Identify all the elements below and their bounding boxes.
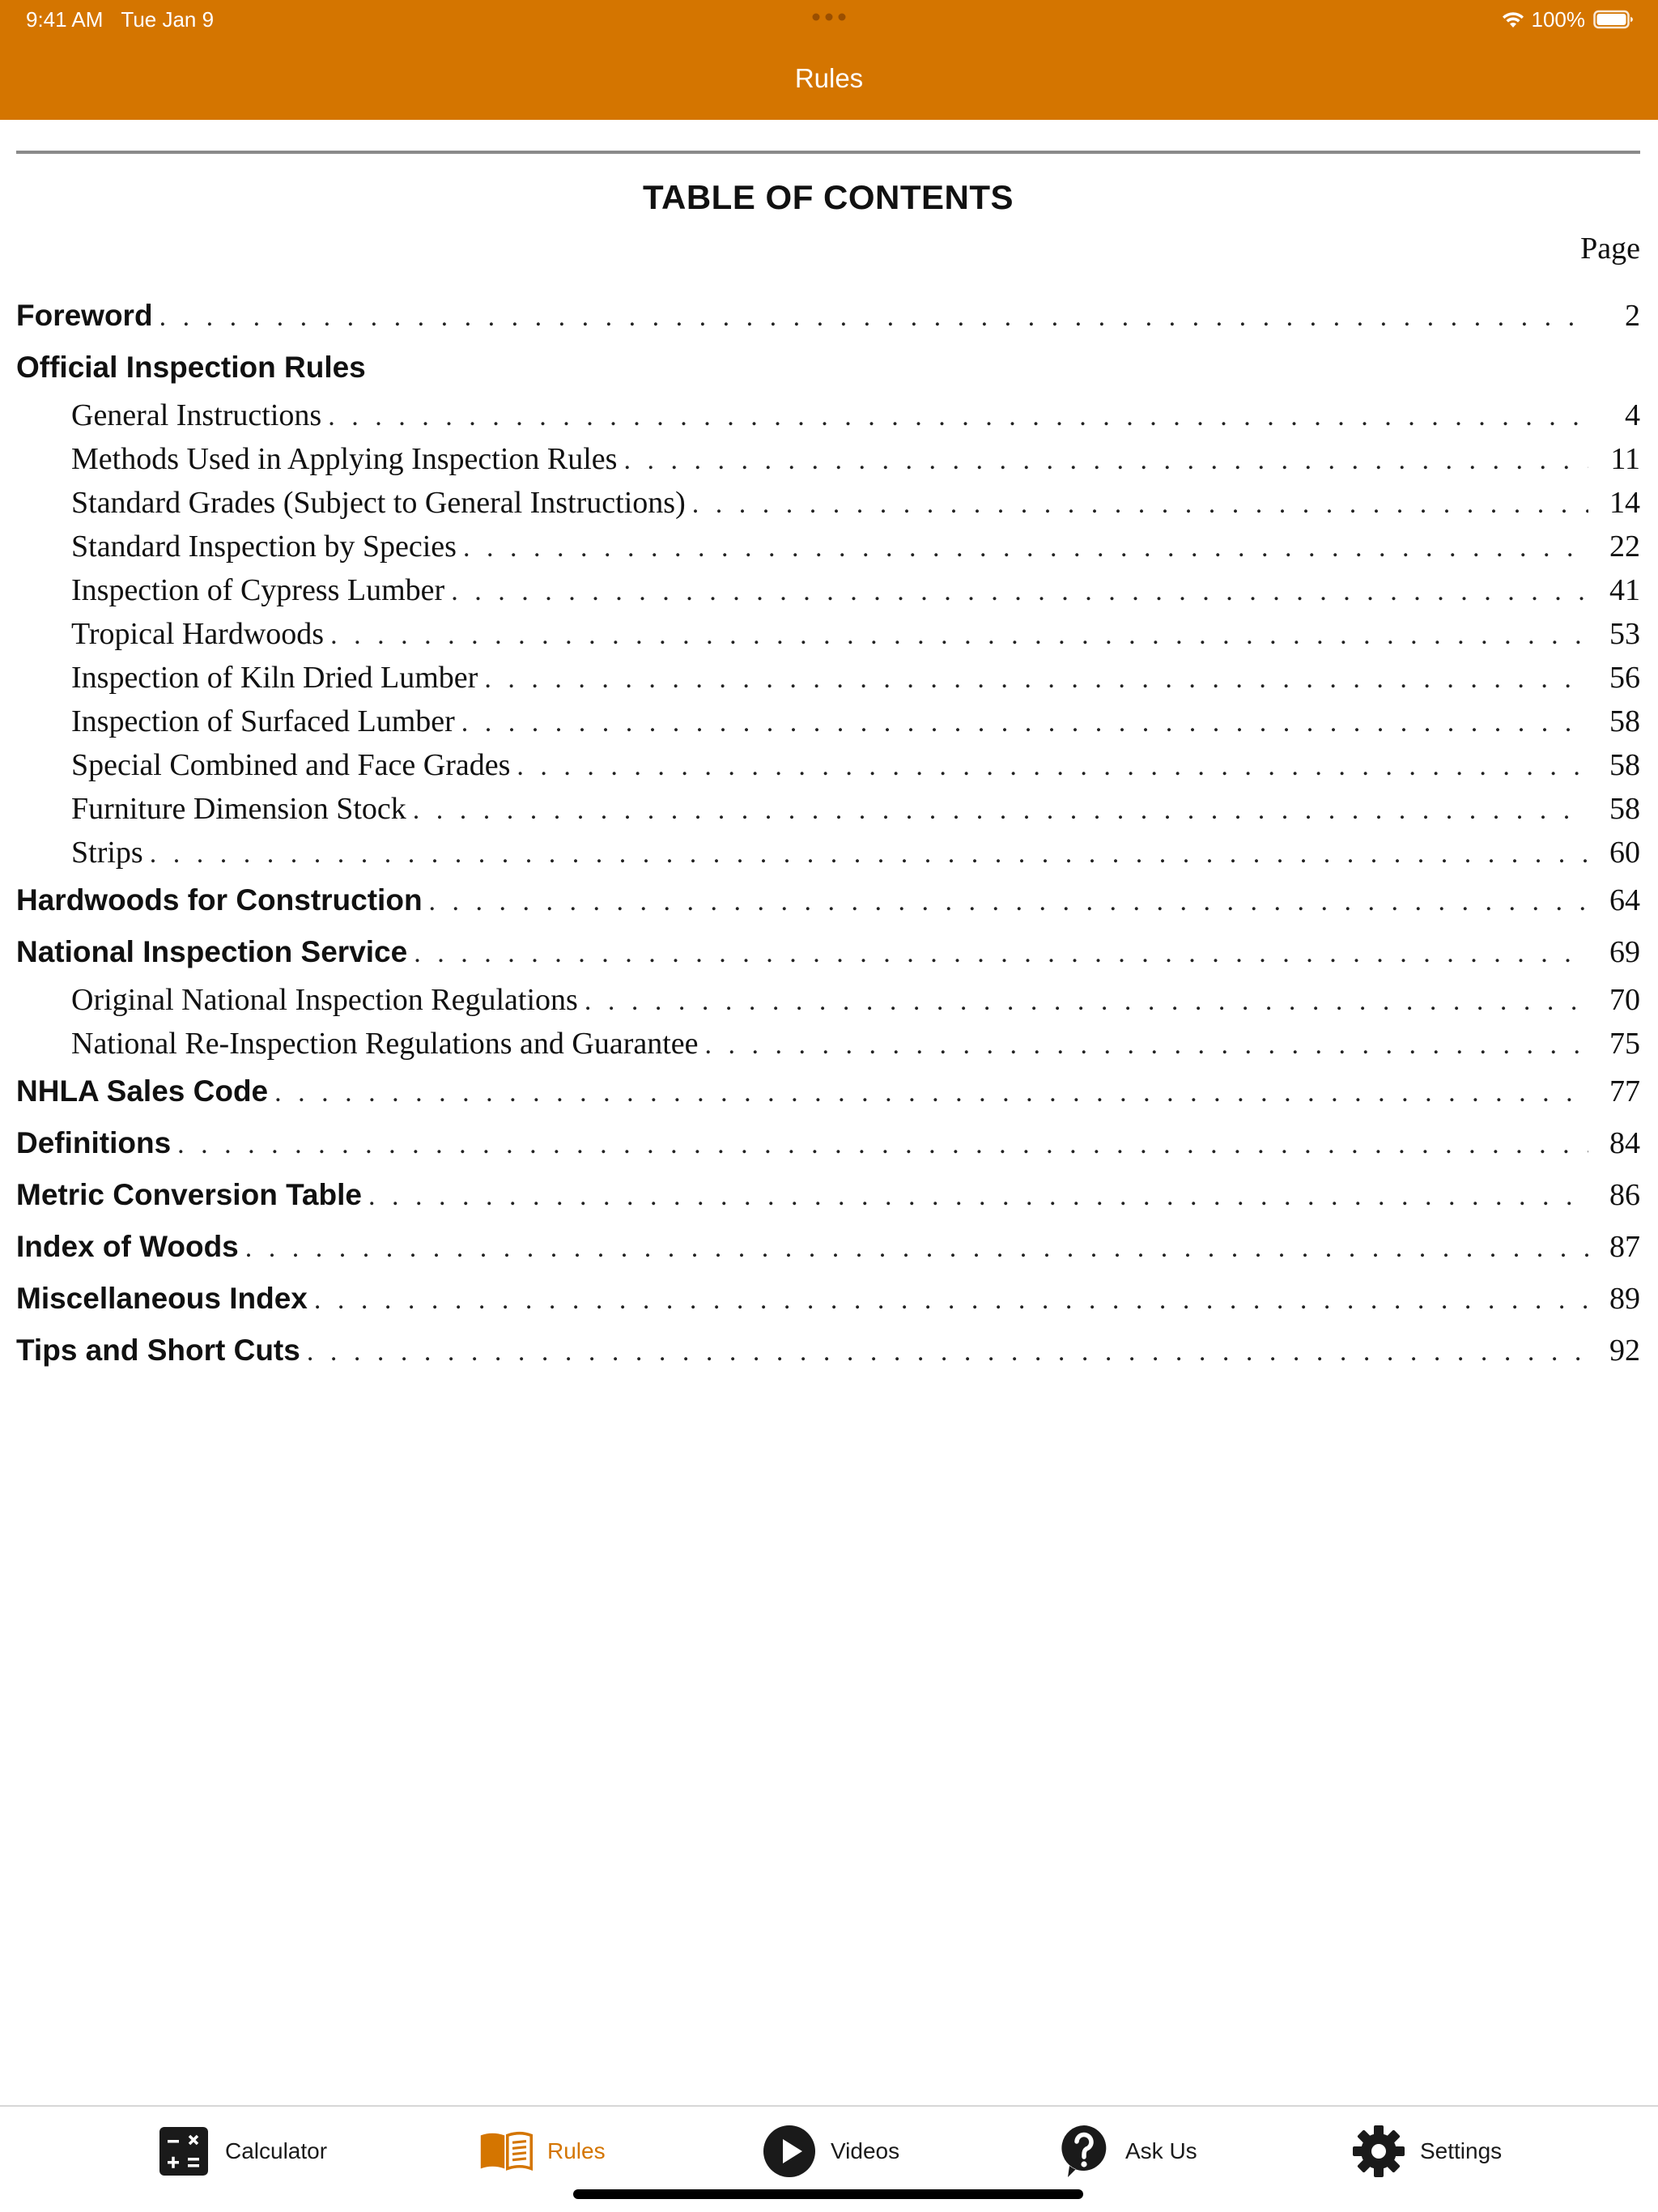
toc-entry-title: Metric Conversion Table [16, 1178, 362, 1211]
home-indicator[interactable] [573, 2189, 1083, 2199]
multitasking-dots-icon[interactable] [810, 5, 848, 29]
toc-page-number: 14 [1609, 486, 1640, 520]
toc-entry[interactable] [16, 290, 1640, 342]
toc-page-number: 2 [1625, 299, 1640, 333]
toc-page-number: 53 [1609, 617, 1640, 651]
toc-page-number: 92 [1609, 1334, 1640, 1368]
dot-leader [274, 1067, 1588, 1119]
toc-entry-title: Official Inspection Rules [16, 351, 366, 384]
document-top-rule [16, 151, 1640, 154]
tab-rules[interactable] [479, 2123, 606, 2180]
play-icon [763, 2125, 816, 2178]
battery-icon [1593, 10, 1634, 29]
dot-leader [705, 1023, 1588, 1067]
dot-leader [330, 614, 1588, 657]
toc-entry-title: Standard Grades (Subject to General Instructions) [71, 486, 686, 520]
dot-leader [314, 1274, 1588, 1326]
toc-entry-title: Original National Inspection Regulations [71, 983, 578, 1017]
toc-page-number: 58 [1609, 704, 1640, 738]
tab-calculator[interactable] [157, 2123, 327, 2180]
gear-icon [1352, 2125, 1405, 2178]
dot-leader [177, 1119, 1588, 1171]
toc-entry-title: Strips [71, 836, 143, 870]
tab-label: Calculator [225, 2138, 328, 2163]
tab-label: Rules [547, 2138, 606, 2163]
toc-heading: TABLE OF CONTENTS [642, 178, 1014, 216]
tab-label: Settings [1420, 2138, 1503, 2163]
dot-leader [463, 526, 1588, 570]
toc-entry[interactable] [16, 481, 1640, 525]
toc-entry[interactable] [16, 1273, 1640, 1325]
tab-label: Videos [831, 2138, 900, 2163]
toc-page-number: 56 [1609, 661, 1640, 695]
toc-page-number: 41 [1609, 573, 1640, 607]
dot-leader [461, 701, 1588, 745]
status-bar-indicators [1501, 6, 1635, 32]
toc-entry[interactable] [16, 1022, 1640, 1066]
toc-entry-title: Standard Inspection by Species [71, 530, 457, 564]
dot-leader [159, 291, 1588, 343]
toc-entry[interactable] [16, 342, 1640, 393]
toc-page-number: 75 [1609, 1027, 1640, 1061]
toc-page-number: 22 [1609, 530, 1640, 564]
dot-leader [368, 1171, 1588, 1223]
toc-entry[interactable] [16, 743, 1640, 787]
toc-entry-title: Index of Woods [16, 1230, 239, 1263]
toc-page-number: 70 [1609, 983, 1640, 1017]
toc-page-number: 77 [1609, 1074, 1640, 1108]
toc-entry[interactable] [16, 1169, 1640, 1221]
dot-leader [585, 980, 1588, 1023]
toc-page-number: 58 [1609, 792, 1640, 826]
toc-entry[interactable] [16, 1117, 1640, 1169]
question-icon [1057, 2125, 1111, 2178]
toc-entry[interactable] [16, 612, 1640, 656]
dot-leader [484, 657, 1588, 701]
toc-entry-title: Inspection of Surfaced Lumber [71, 704, 455, 738]
toc-entry[interactable] [16, 568, 1640, 612]
toc-entry[interactable] [16, 1325, 1640, 1376]
toc-entry[interactable] [16, 874, 1640, 926]
toc-page-number: 11 [1610, 442, 1640, 476]
dot-leader [414, 928, 1588, 980]
toc-list [16, 290, 1640, 1376]
toc-entry[interactable] [16, 525, 1640, 568]
toc-page-number: 84 [1609, 1126, 1640, 1160]
status-bar-clock [26, 6, 232, 32]
book-icon [479, 2125, 533, 2178]
toc-entry-title: National Inspection Service [16, 935, 408, 968]
dot-leader [328, 395, 1588, 439]
toc-entry[interactable] [16, 656, 1640, 700]
calculator-icon [157, 2125, 210, 2178]
toc-entry[interactable] [16, 831, 1640, 874]
toc-page-number: 64 [1609, 883, 1640, 917]
toc-entry[interactable] [16, 393, 1640, 437]
toc-entry-title: General Instructions [71, 398, 322, 432]
dot-leader [692, 483, 1588, 526]
nav-header [0, 0, 1658, 120]
toc-entry-title: Miscellaneous Index [16, 1282, 308, 1315]
page-column-label: Page [1580, 232, 1640, 266]
dot-leader [517, 745, 1588, 789]
wifi-icon [1501, 10, 1525, 29]
tab-ask-us[interactable] [1057, 2123, 1197, 2180]
toc-entry-title: Inspection of Kiln Dried Lumber [71, 661, 478, 695]
dot-leader [623, 439, 1588, 483]
toc-entry-title: Foreword [16, 299, 153, 332]
dot-leader [150, 832, 1588, 876]
toc-entry-title: NHLA Sales Code [16, 1074, 269, 1108]
battery-percent: 100% [1531, 6, 1585, 32]
dot-leader [307, 1326, 1588, 1378]
dot-leader [413, 789, 1588, 832]
toc-entry-title: Hardwoods for Construction [16, 883, 423, 917]
toc-entry-title: Furniture Dimension Stock [71, 792, 406, 826]
toc-entry[interactable] [16, 978, 1640, 1022]
dot-leader [451, 570, 1588, 614]
toc-page-number: 87 [1609, 1230, 1640, 1264]
toc-entry[interactable] [16, 926, 1640, 978]
toc-page-number: 58 [1609, 748, 1640, 782]
toc-entry[interactable] [16, 1066, 1640, 1117]
toc-entry[interactable] [16, 1221, 1640, 1273]
toc-entry-title: National Re-Inspection Regulations and Guarantee [71, 1027, 699, 1061]
toc-entry-title: Special Combined and Face Grades [71, 748, 511, 782]
toc-page-number: 86 [1609, 1178, 1640, 1212]
toc-entry[interactable] [16, 437, 1640, 481]
toc-entry[interactable] [16, 700, 1640, 743]
toc-entry-title: Methods Used in Applying Inspection Rules [71, 442, 618, 476]
dot-leader [429, 876, 1588, 928]
toc-page-number: 89 [1609, 1282, 1640, 1316]
status-date: Tue Jan 9 [121, 7, 215, 32]
dot-leader [245, 1223, 1588, 1274]
toc-entry[interactable] [16, 787, 1640, 831]
toc-page-number: 60 [1609, 836, 1640, 870]
toc-page-number: 4 [1625, 398, 1640, 432]
status-time: 9:41 AM [26, 7, 104, 32]
tab-label: Ask Us [1125, 2138, 1197, 2163]
toc-entry-title: Tropical Hardwoods [71, 617, 325, 651]
toc-entry-title: Inspection of Cypress Lumber [71, 573, 445, 607]
page-title: Rules [794, 63, 864, 93]
tab-settings[interactable] [1352, 2123, 1502, 2180]
tab-videos[interactable] [763, 2123, 899, 2180]
toc-entry-title: Definitions [16, 1126, 172, 1159]
toc-page-number: 69 [1609, 935, 1640, 969]
toc-entry-title: Tips and Short Cuts [16, 1334, 300, 1367]
